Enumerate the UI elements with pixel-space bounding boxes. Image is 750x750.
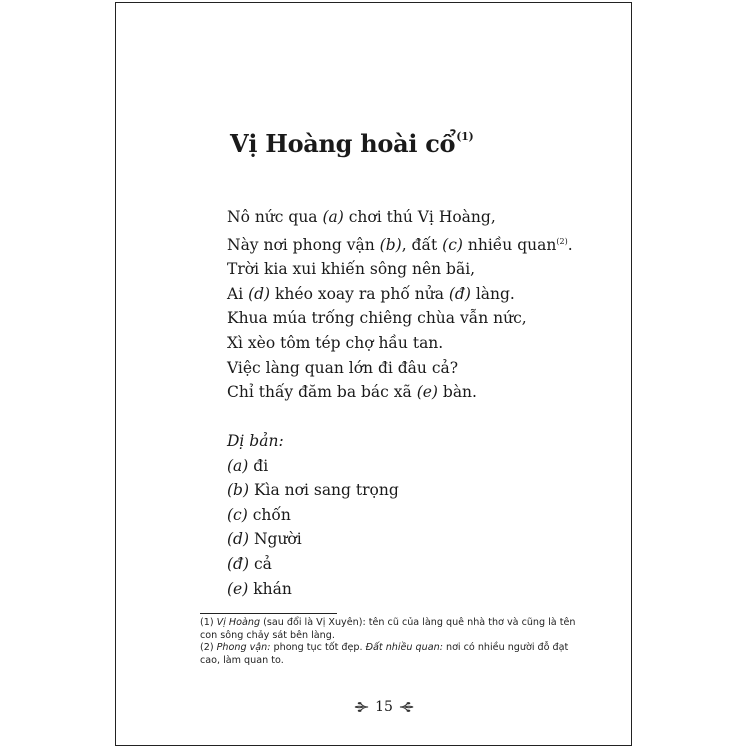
poem-line-run: , đất [401, 235, 443, 254]
poem-line-run: Trời kia xui khiến sông nên bãi, [227, 260, 476, 279]
variant-text: Người [249, 530, 302, 549]
poem-line [227, 380, 573, 405]
poem-line [227, 257, 573, 282]
variant-text: cả [249, 554, 272, 573]
footnote-divider [200, 613, 337, 614]
footnote-run: Phong vận: [216, 642, 271, 653]
variant-item [227, 503, 399, 528]
page-number-block [354, 697, 414, 717]
variant-text: chốn [247, 505, 291, 524]
book-page [115, 2, 632, 746]
variants-list [227, 454, 399, 602]
poem-line-run: nhiều quan [462, 235, 557, 254]
poem-line-run: Chỉ thấy đăm ba bác xã [227, 383, 417, 402]
footnote [200, 617, 590, 642]
footnote-run: (1) [200, 617, 217, 628]
variant-item [227, 552, 399, 577]
poem-line [227, 306, 573, 331]
variant-text: đi [248, 456, 269, 475]
footnote-run: (2) [200, 642, 217, 653]
footnote-run: nơi có nhiều người đỗ đạt cao, làm quan to. [200, 642, 569, 666]
floral-ornament-right-icon [399, 700, 414, 714]
variant-label: (d) [227, 530, 250, 549]
poem-line-run: (b) [379, 235, 402, 254]
variant-label: (e) [227, 579, 249, 598]
footnotes [200, 617, 590, 667]
poem-line [227, 282, 573, 307]
footnote-run: phong tục tốt đẹp. [270, 642, 366, 653]
poem-line-run: (e) [416, 383, 438, 402]
poem-line-run: (a) [322, 208, 344, 226]
poem-line [227, 230, 573, 258]
poem-line [227, 331, 573, 356]
variant-label: (đ) [227, 554, 250, 573]
variants-heading: Dị bản: [227, 432, 284, 450]
variant-item [227, 478, 399, 503]
footnote-run: Vị Hoàng [216, 617, 261, 628]
poem-line-run: bàn. [437, 383, 477, 402]
poem-line-run: (c) [442, 235, 463, 254]
poem-body [227, 205, 573, 405]
variant-label: (c) [227, 505, 248, 524]
poem-line-run: Ai [227, 284, 249, 303]
poem-line-run: (d) [248, 284, 271, 303]
page-number: 15 [375, 699, 393, 715]
poem-line-run: chơi thú Vị Hoàng, [343, 208, 496, 226]
poem-title-text: Vị Hoàng hoài cổ [230, 129, 456, 158]
poem-line [227, 356, 573, 381]
footnote-run: Đất nhiều quan: [365, 642, 443, 653]
poem-line-run: khéo xoay ra phố nửa [270, 284, 449, 303]
footnote [200, 642, 590, 667]
poem-title [230, 129, 473, 158]
variant-item [227, 527, 399, 552]
footnote-run: (sau đổi là Vị Xuyên): tên cũ của làng quê nhà thơ và cũng là tên con sông chảy sát bên làng. [200, 617, 576, 641]
variant-text: Kìa nơi sang trọng [249, 481, 399, 500]
poem-line-run: Này nơi phong vận [227, 235, 380, 254]
variants-section [227, 429, 399, 601]
poem-line-run: Nô nức qua [227, 208, 323, 226]
poem-line-run: (đ) [448, 284, 471, 303]
poem-line-run: Khua múa trống chiêng chùa vẫn nức, [227, 309, 527, 328]
floral-ornament-left-icon [354, 700, 369, 714]
poem-line-run: (2) [556, 236, 568, 246]
poem-line-run: Xì xèo tôm tép chợ hầu tan. [227, 333, 444, 352]
poem-line-run: Việc làng quan lớn đi đâu cả? [227, 358, 459, 377]
poem-line-run: làng. [470, 284, 515, 303]
variant-text: khán [248, 579, 292, 598]
variant-item [227, 454, 399, 479]
variant-label: (a) [227, 456, 249, 475]
variant-item [227, 577, 399, 602]
poem-line [227, 205, 573, 230]
variant-label: (b) [227, 481, 250, 500]
poem-line-run: . [567, 235, 573, 254]
title-footnote-ref: (1) [456, 130, 474, 143]
